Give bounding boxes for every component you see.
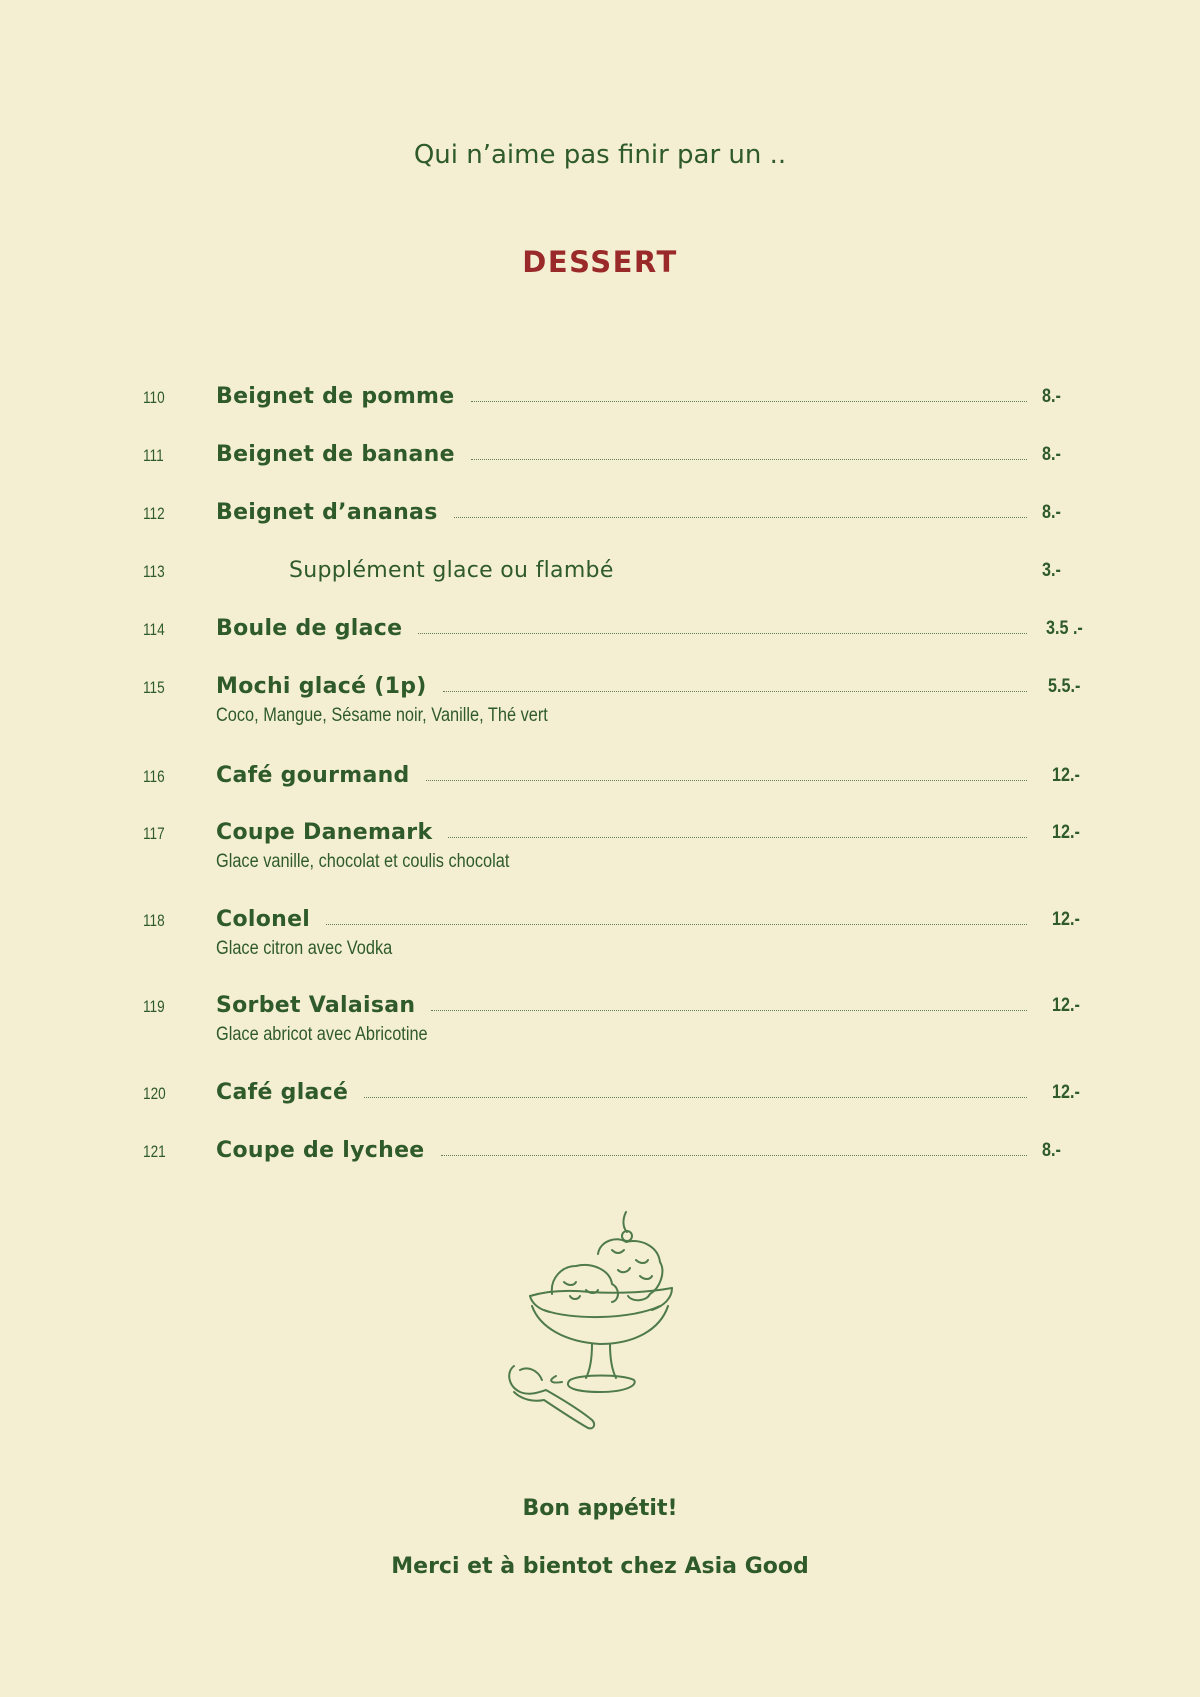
item-number: 117 [143, 824, 165, 843]
dot-leader [418, 633, 1027, 634]
dot-leader [426, 780, 1027, 781]
item-number: 112 [143, 504, 165, 523]
item-number: 116 [143, 767, 165, 786]
item-description: Glace vanille, chocolat et coulis chocolat [216, 851, 510, 872]
item-name: Mochi glacé (1p) [216, 674, 427, 699]
dot-leader [431, 1010, 1027, 1011]
item-name: Coupe Danemark [216, 820, 433, 845]
dot-leader [471, 401, 1028, 402]
item-number: 118 [143, 911, 165, 930]
item-name: Coupe de lychee [216, 1138, 425, 1163]
item-name: Sorbet Valaisan [216, 993, 416, 1018]
item-price: 8.- [1042, 502, 1061, 523]
item-name: Colonel [216, 907, 311, 932]
page-title: DESSERT [522, 245, 678, 279]
item-name: Supplément glace ou flambé [289, 558, 614, 583]
item-description: Glace citron avec Vodka [216, 938, 393, 959]
ice-cream-sundae-icon [500, 1210, 700, 1450]
item-price: 5.5.- [1048, 676, 1081, 697]
dot-leader [471, 459, 1027, 460]
dot-leader [448, 837, 1027, 838]
item-number: 121 [143, 1142, 166, 1161]
item-price: 12.- [1052, 1082, 1080, 1103]
item-name: Beignet de banane [216, 442, 455, 467]
item-price: 8.- [1042, 444, 1061, 465]
dot-leader [364, 1097, 1027, 1098]
item-number: 111 [143, 446, 164, 465]
item-price: 12.- [1052, 995, 1080, 1016]
item-price: 3.5 .- [1046, 618, 1083, 639]
item-number: 115 [143, 678, 165, 697]
item-description: Coco, Mangue, Sésame noir, Vanille, Thé vert [216, 705, 548, 726]
item-number: 119 [143, 997, 165, 1016]
item-number: 110 [143, 388, 165, 407]
item-number: 113 [143, 562, 165, 581]
item-price: 12.- [1052, 822, 1080, 843]
dot-leader [441, 1155, 1027, 1156]
item-price: 12.- [1052, 765, 1080, 786]
intro-text: Qui n’aime pas finir par un .. [413, 140, 787, 170]
dot-leader [326, 924, 1027, 925]
item-name: Café glacé [216, 1080, 349, 1105]
item-price: 8.- [1042, 1140, 1061, 1161]
item-name: Beignet d’ananas [216, 500, 438, 525]
item-price: 12.- [1052, 909, 1080, 930]
item-number: 120 [143, 1084, 166, 1103]
dot-leader [454, 517, 1027, 518]
item-name: Beignet de pomme [216, 384, 455, 409]
item-price: 3.- [1042, 560, 1061, 581]
bon-appetit-text: Bon appétit! [522, 1496, 678, 1521]
item-name: Boule de glace [216, 616, 403, 641]
thanks-text: Merci et à bientot chez Asia Good [391, 1554, 809, 1579]
item-description: Glace abricot avec Abricotine [216, 1024, 428, 1045]
item-price: 8.- [1042, 386, 1061, 407]
item-number: 114 [143, 620, 165, 639]
dot-leader [443, 691, 1027, 692]
item-name: Café gourmand [216, 763, 410, 788]
